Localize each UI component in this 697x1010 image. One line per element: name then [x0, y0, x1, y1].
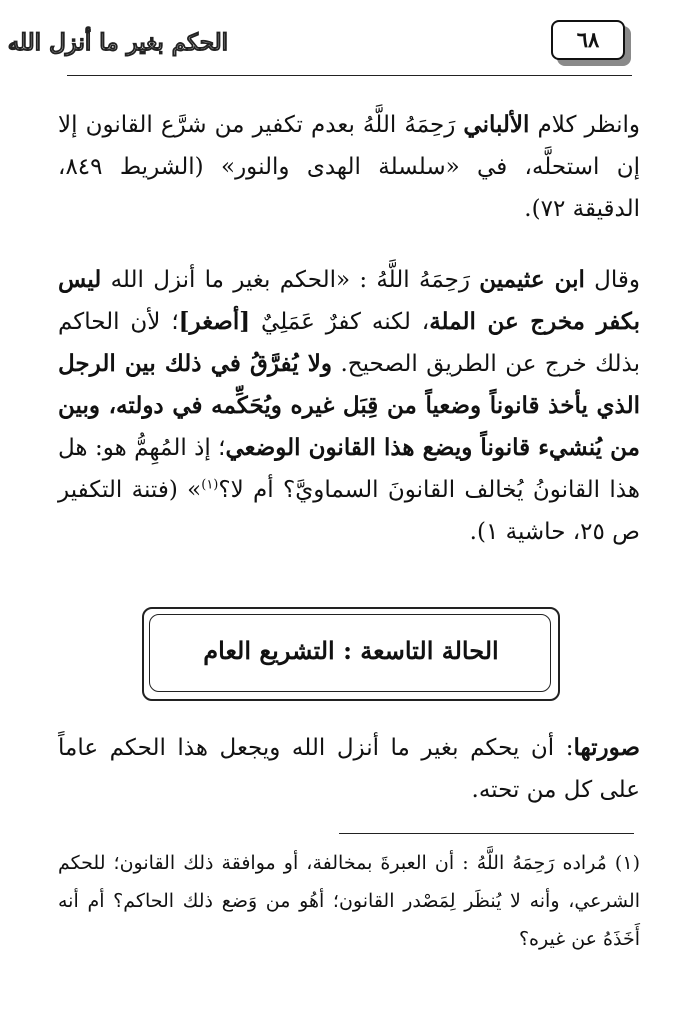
p3-text-a: : أن يحكم بغير ما أنزل الله ويجعل هذا الحكم عاماً على كل من تحته.	[58, 735, 640, 803]
section-heading-box	[142, 607, 560, 701]
header-divider	[67, 75, 632, 76]
p2-bold-d: ولا يُفرَّقُ في ذلك بين الرجل الذي يأخذ قانوناً وضعياً من قِبَل غيره ويُحَكِّمه في دولته، وبين من يُنشيء قانوناً ويضع هذا القانون الوضعي	[58, 350, 640, 461]
paragraph-2-text	[58, 259, 640, 553]
page-header	[0, 0, 697, 90]
footnote-reference[interactable]: (١)	[201, 477, 219, 493]
footnote-divider	[339, 833, 634, 834]
p2-bold-b: ليس بكفر مخرج عن الملة	[58, 266, 641, 335]
p2-text-d: ؛ لأن الحاكم بذلك خرج عن الطريق الصحيح.	[58, 309, 640, 377]
p2-text-f: » (فتنة التكفير ص ٢٥، حاشية ١).	[58, 477, 640, 545]
paragraph-1-text	[58, 104, 640, 230]
p2-text-e: ؛ إذ المُهِمُّ هو: هل هذا القانونُ يُخالف القانونَ السماويَّ؟ أم لا؟	[58, 435, 640, 503]
p2-bold-c: [أصغر]	[178, 308, 251, 335]
footnote	[58, 844, 640, 958]
page-number-box	[551, 20, 631, 66]
paragraph-albani	[58, 104, 640, 230]
p2-text-c: ، لكنه كفرٌ عَمَلِيٌ	[250, 309, 430, 335]
p1-bold-albani: الألباني	[463, 111, 530, 138]
section-title: الحالة التاسعة : التشريع العام	[203, 636, 499, 665]
footnote-text: (١) مُراده رَحِمَهُ اللَّهُ : أن العبرةَ بمخالفة، أو موافقة ذلك القانون؛ للحكم الشرعي، وأنه لا يُنظَر لِمَصْدر القانون؛ أهُو من وَضع ذلك الحاكم؟ أم أنه أَخَذَهُ عن غيره؟	[58, 852, 640, 950]
p2-bold-name: ابن عثيمين	[479, 266, 585, 293]
p1-text-b: رَحِمَهُ اللَّهُ بعدم تكفير من شرَّع القانون إلا إن استحلَّه، في «سلسلة الهدى والنور» (الشريط ٨٤٩، الدقيقة ٧٢).	[58, 112, 640, 222]
p1-text-a: وانظر كلام	[529, 112, 640, 138]
running-title: الحكم بغير ما أنزل الله	[7, 29, 228, 56]
paragraph-ibn-uthaymeen	[58, 259, 640, 553]
page-number: ٦٨	[551, 20, 625, 60]
p3-bold-label: صورتها	[573, 734, 640, 761]
paragraph-3-text	[58, 727, 640, 811]
p2-text-a: وقال	[584, 267, 640, 293]
p2-text-b: رَحِمَهُ اللَّهُ : «الحكم بغير ما أنزل الله	[101, 267, 480, 293]
paragraph-definition	[58, 727, 640, 811]
